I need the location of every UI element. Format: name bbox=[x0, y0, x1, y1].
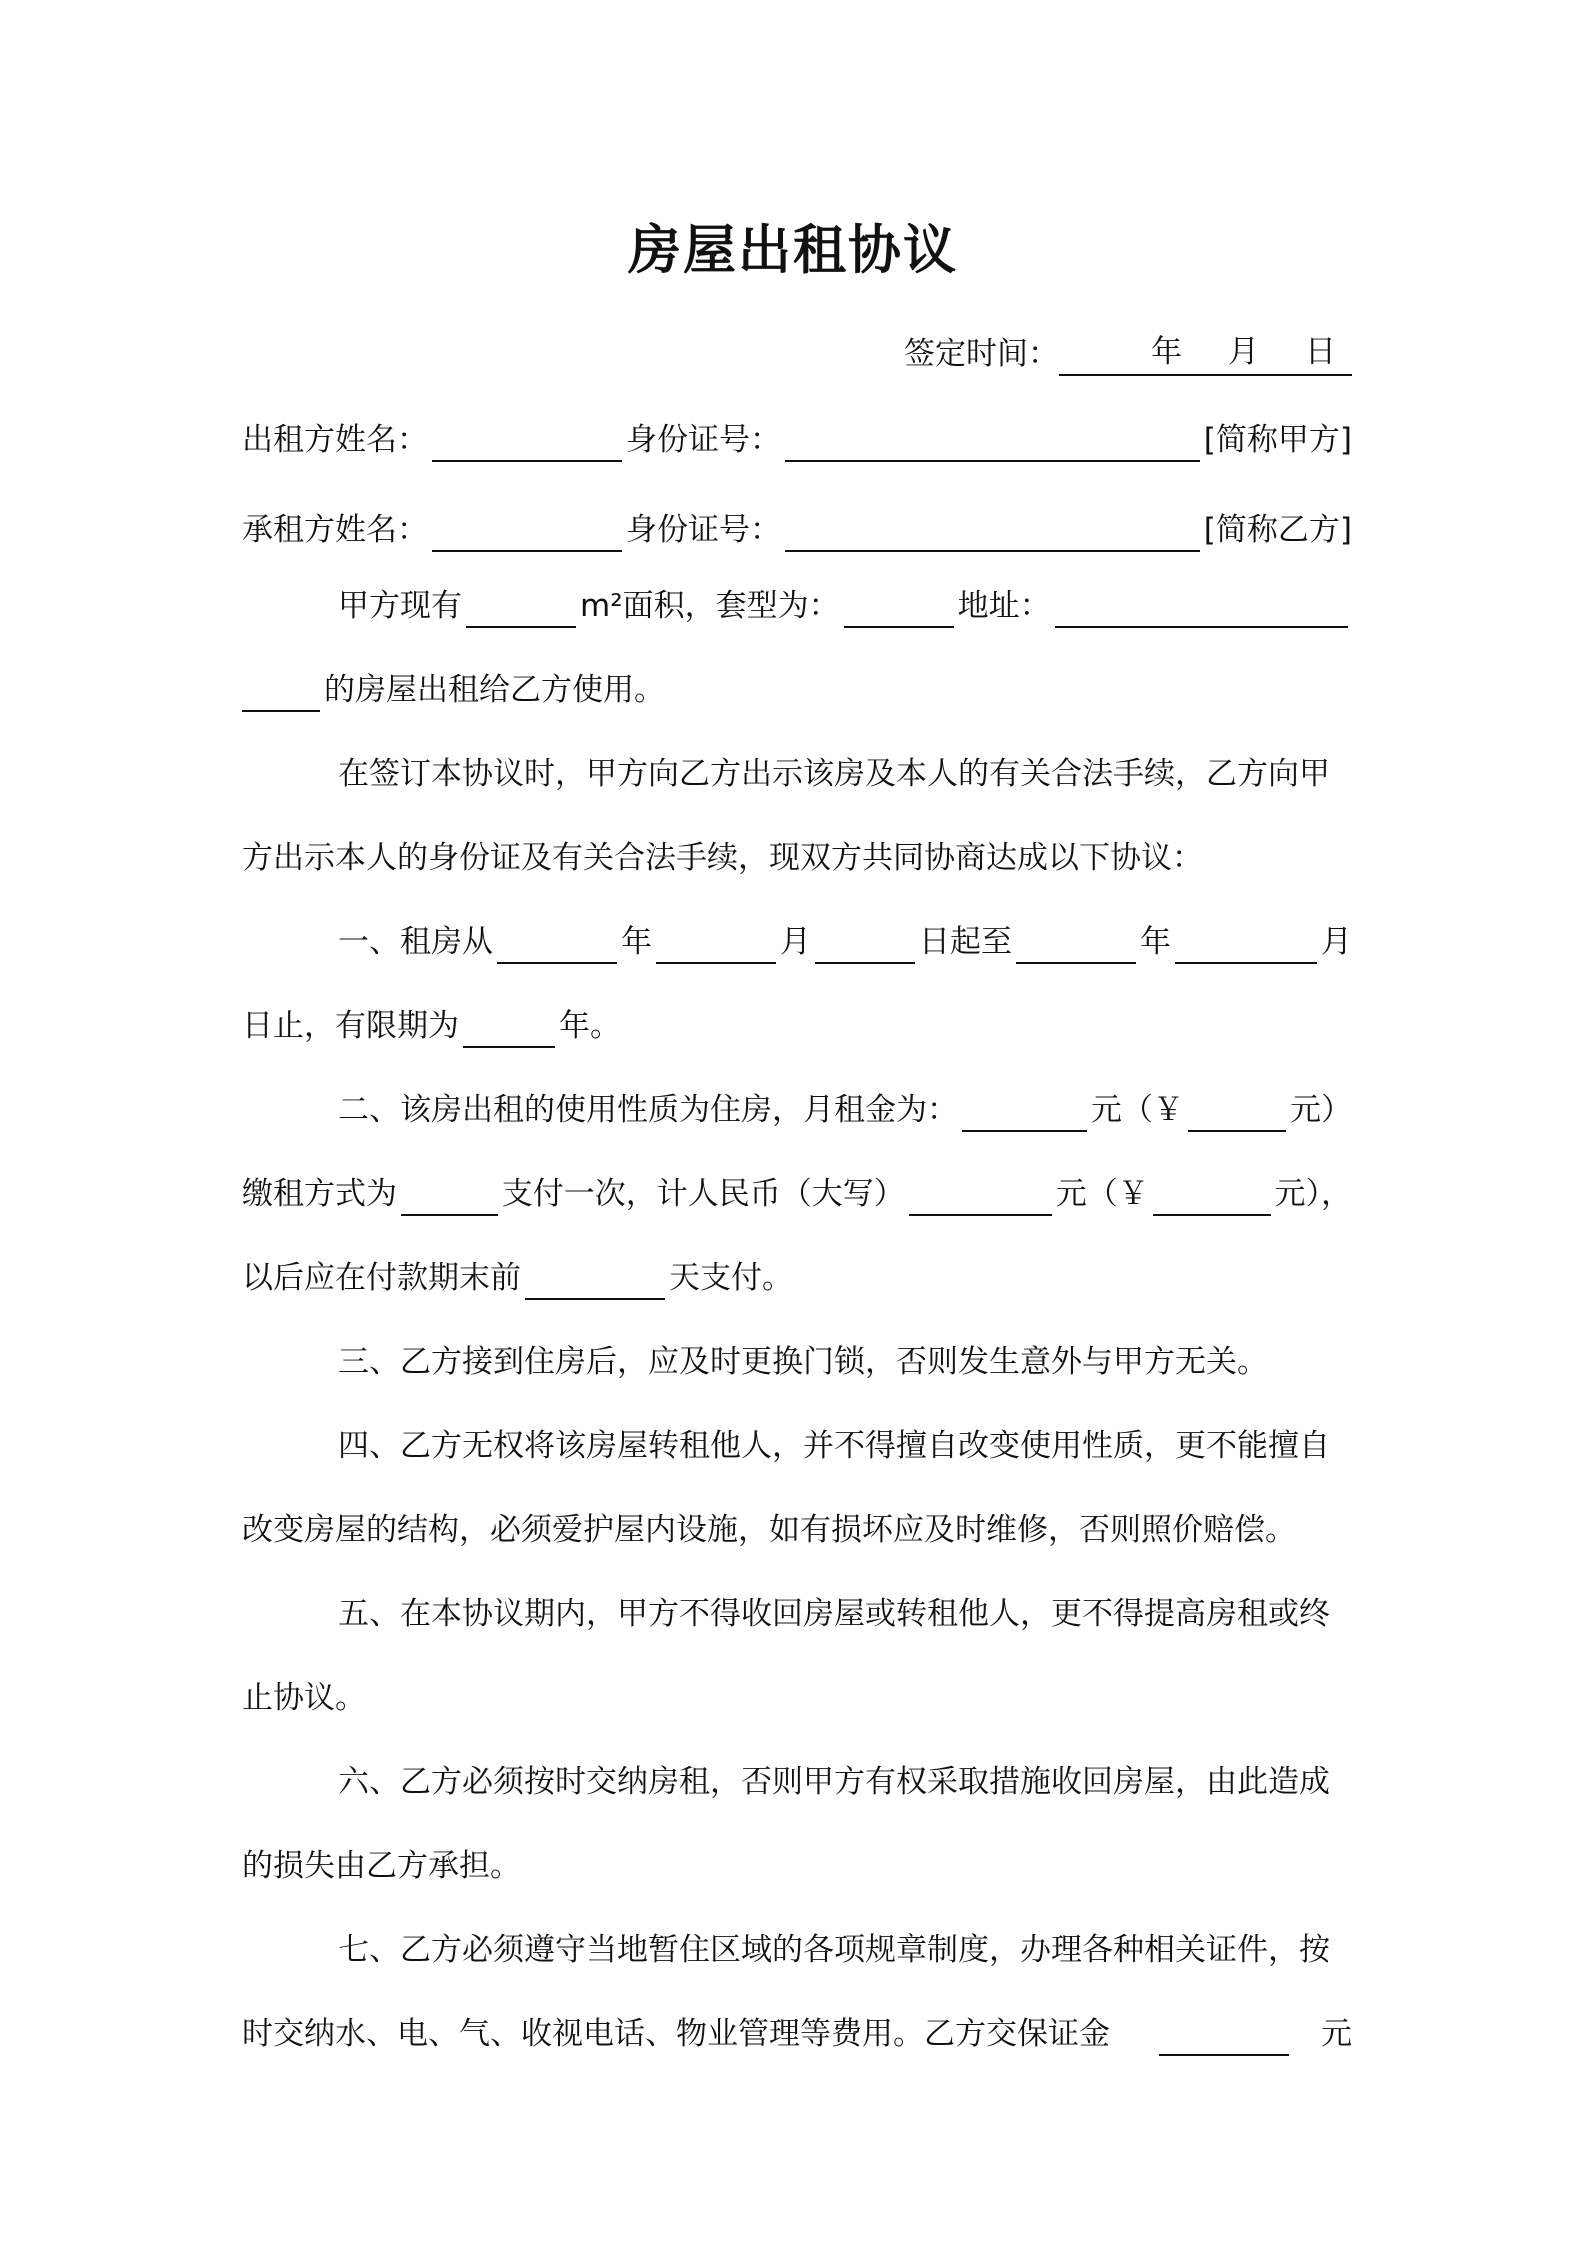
clause4-text-1: 四、乙方无权将该房屋转租他人，并不得擅自改变使用性质，更不能擅自 bbox=[338, 1428, 1330, 1464]
address-blank-cont[interactable] bbox=[242, 670, 320, 712]
lessor-id-label: 身份证号： bbox=[626, 422, 781, 458]
end-year-blank[interactable] bbox=[1016, 922, 1136, 964]
clause2-text-4: 缴租方式为 bbox=[242, 1176, 397, 1212]
lessor-name-blank[interactable] bbox=[432, 420, 622, 462]
clause1-text-7: 日止，有限期为 bbox=[242, 1008, 459, 1044]
clause6-text-2: 的损失由乙方承担。 bbox=[242, 1848, 521, 1884]
start-month-blank[interactable] bbox=[656, 922, 776, 964]
clause2-text-9: 天支付。 bbox=[669, 1260, 793, 1296]
clause2-text-7: 元）， bbox=[1274, 1176, 1352, 1212]
document-title: 房屋出租协议 bbox=[628, 220, 958, 281]
clause4-line-1 bbox=[242, 1424, 1352, 1468]
clause2-text-3: 元） bbox=[1290, 1092, 1352, 1128]
lessee-line bbox=[242, 508, 1352, 552]
clause1-text-2: 年 bbox=[621, 924, 652, 960]
property-text-1: 甲方现有 bbox=[338, 588, 462, 624]
clause6-text-1: 六、乙方必须按时交纳房租，否则甲方有权采取措施收回房屋，由此造成 bbox=[338, 1764, 1330, 1800]
clause4-line-2 bbox=[242, 1508, 1352, 1552]
clause7-text-1: 七、乙方必须遵守当地暂住区域的各项规章制度，办理各种相关证件，按 bbox=[338, 1932, 1330, 1968]
clause7-text-2: 时交纳水、电、气、收视电话、物业管理等费用。乙方交保证金 bbox=[242, 2016, 1110, 2052]
clause5-line-1 bbox=[242, 1592, 1352, 1636]
clause3-line bbox=[242, 1340, 1352, 1384]
clause1-text-4: 日起至 bbox=[919, 924, 1012, 960]
intro-text-1: 在签订本协议时，甲方向乙方出示该房及本人的有关合法手续，乙方向甲 bbox=[338, 756, 1330, 792]
signing-year-label: 年 bbox=[1151, 334, 1182, 370]
clause2-text-6: 元（￥ bbox=[1055, 1176, 1149, 1212]
deposit-blank[interactable] bbox=[1159, 2014, 1289, 2056]
clause2-text-8: 以后应在付款期末前 bbox=[242, 1260, 521, 1296]
lessor-id-blank[interactable] bbox=[785, 420, 1200, 462]
lessor-name-label: 出租方姓名： bbox=[242, 422, 428, 458]
clause5-text-1: 五、在本协议期内，甲方不得收回房屋或转租他人，更不得提高房租或终 bbox=[338, 1596, 1330, 1632]
signing-date-label: 签定时间： bbox=[904, 336, 1059, 372]
property-text-3: 地址： bbox=[957, 588, 1051, 624]
layout-blank[interactable] bbox=[844, 586, 954, 628]
clause3-text: 三、乙方接到住房后，应及时更换门锁，否则发生意外与甲方无关。 bbox=[338, 1344, 1268, 1380]
property-line-1 bbox=[242, 584, 1352, 628]
clause1-text-8: 年。 bbox=[559, 1008, 621, 1044]
clause6-line-1 bbox=[242, 1760, 1352, 1804]
property-line-2 bbox=[242, 668, 1352, 712]
clause1-text-3: 月 bbox=[780, 924, 811, 960]
end-month-blank[interactable] bbox=[1175, 922, 1317, 964]
property-text-4: 的房屋出租给乙方使用。 bbox=[324, 672, 665, 708]
signing-date-field[interactable] bbox=[1059, 330, 1352, 376]
clause6-line-2 bbox=[242, 1844, 1352, 1888]
clause4-text-2: 改变房屋的结构，必须爱护屋内设施，如有损坏应及时维修，否则照价赔偿。 bbox=[242, 1512, 1296, 1548]
payment-days-blank[interactable] bbox=[525, 1258, 665, 1300]
clause2-line-2 bbox=[242, 1172, 1352, 1216]
clause1-text-5: 年 bbox=[1140, 924, 1171, 960]
start-year-blank[interactable] bbox=[497, 922, 617, 964]
clause2-text-1: 二、该房出租的使用性质为住房，月租金为： bbox=[338, 1092, 958, 1128]
clause1-text-6: 月 bbox=[1321, 924, 1352, 960]
clause2-line-1 bbox=[242, 1088, 1352, 1132]
lessee-name-blank[interactable] bbox=[432, 510, 622, 552]
payment-period-blank[interactable] bbox=[401, 1174, 498, 1216]
clause1-line-2 bbox=[242, 1004, 1352, 1048]
clause7-text-3: 元 bbox=[1321, 2016, 1352, 2052]
monthly-rent-blank[interactable] bbox=[962, 1090, 1087, 1132]
intro-line-2 bbox=[242, 836, 1352, 880]
clause1-line-1 bbox=[242, 920, 1352, 964]
amount-words-blank[interactable] bbox=[909, 1174, 1052, 1216]
lessor-alias: [简称甲方] bbox=[1203, 422, 1352, 458]
clause1-text-1: 一、租房从 bbox=[338, 924, 493, 960]
clause2-text-2: 元（￥ bbox=[1090, 1092, 1184, 1128]
lessee-id-label: 身份证号： bbox=[626, 512, 781, 548]
clause2-line-3 bbox=[242, 1256, 1352, 1300]
amount-yuan-blank[interactable] bbox=[1153, 1174, 1271, 1216]
lessee-alias: [简称乙方] bbox=[1203, 512, 1352, 548]
clause5-line-2 bbox=[242, 1676, 1352, 1720]
lessee-name-label: 承租方姓名： bbox=[242, 512, 428, 548]
clause7-line-2 bbox=[242, 2012, 1352, 2056]
property-text-2: m²面积，套型为： bbox=[580, 588, 840, 624]
start-day-blank[interactable] bbox=[815, 922, 915, 964]
clause2-text-5: 支付一次，计人民币（大写） bbox=[501, 1176, 905, 1212]
term-years-blank[interactable] bbox=[463, 1006, 555, 1048]
lessee-id-blank[interactable] bbox=[785, 510, 1200, 552]
monthly-rent-yuan-blank[interactable] bbox=[1188, 1090, 1286, 1132]
address-blank[interactable] bbox=[1055, 586, 1348, 628]
area-blank[interactable] bbox=[466, 586, 576, 628]
intro-line-1 bbox=[242, 752, 1352, 796]
clause5-text-2: 止协议。 bbox=[242, 1680, 366, 1716]
signing-month-label: 月 bbox=[1228, 334, 1259, 370]
lessor-line bbox=[242, 418, 1352, 462]
signing-date-line bbox=[242, 330, 1352, 376]
clause7-line-1 bbox=[242, 1928, 1352, 1972]
signing-day-label: 日 bbox=[1305, 334, 1336, 370]
intro-text-2: 方出示本人的身份证及有关合法手续，现双方共同协商达成以下协议： bbox=[242, 840, 1203, 876]
